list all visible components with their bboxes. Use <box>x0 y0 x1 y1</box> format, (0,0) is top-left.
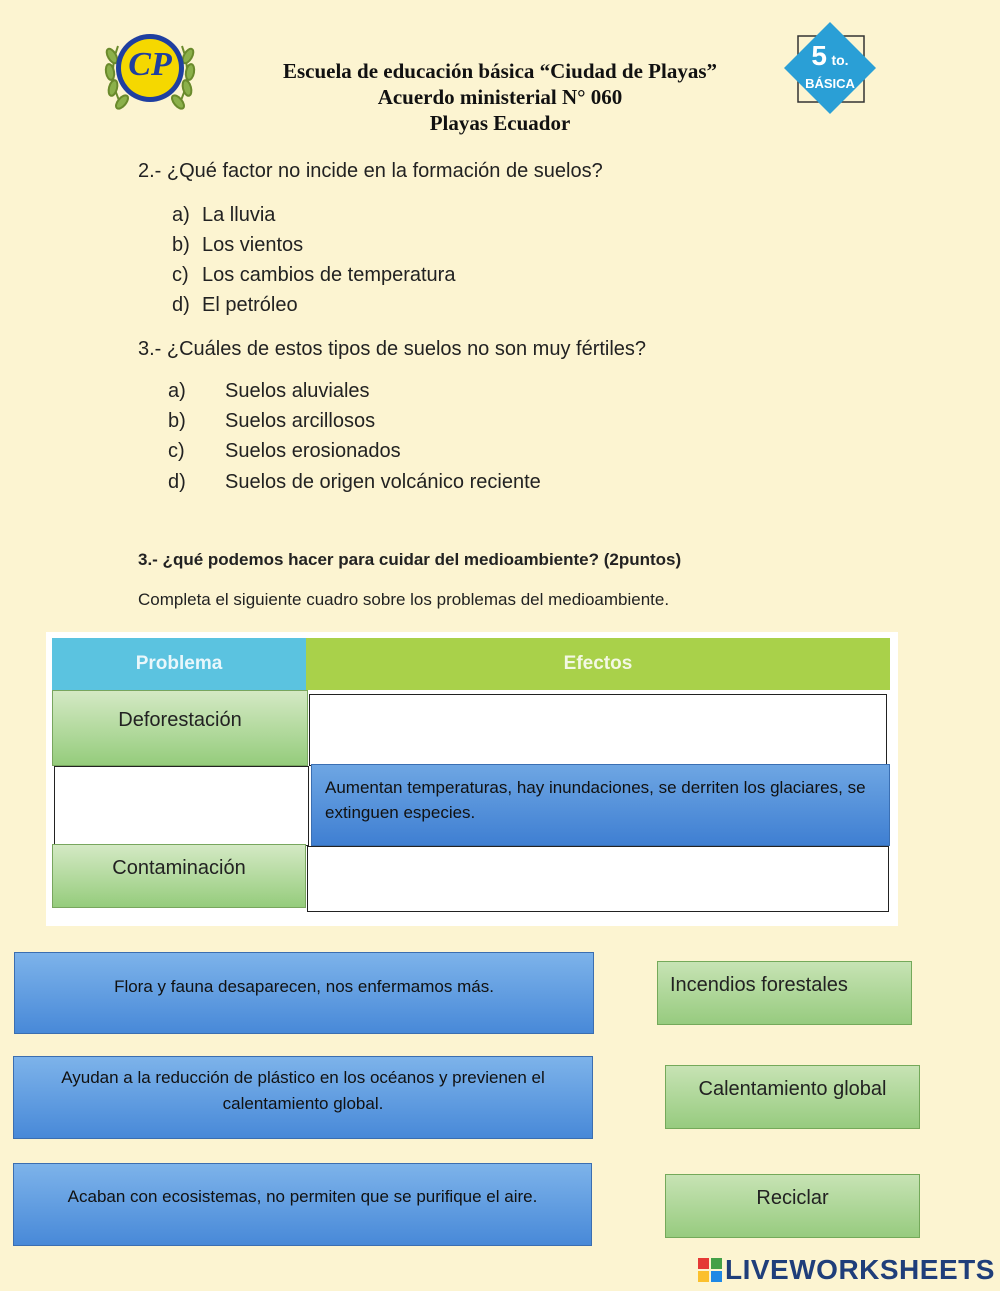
option-letter: c) <box>168 440 185 462</box>
option-text: Suelos aluviales <box>225 380 370 402</box>
question-2-option-b <box>172 234 303 257</box>
option-text: La lluvia <box>202 204 276 226</box>
question-3-option-b <box>168 410 375 433</box>
school-location: Playas Ecuador <box>429 111 571 135</box>
option-text: Suelos de origen volcánico reciente <box>225 471 541 493</box>
school-logo <box>102 28 198 116</box>
table-cell-deforestacion: Deforestación <box>52 690 308 766</box>
question-2-option-c <box>172 264 455 287</box>
option-letter: b) <box>172 234 190 256</box>
option-letter: a) <box>168 380 186 402</box>
option-text: El petróleo <box>202 294 298 316</box>
section-3-title: 3.- ¿qué podemos hacer para cuidar del medioambiente? (2puntos) <box>138 550 682 569</box>
option-letter: d) <box>172 294 190 316</box>
option-text: Suelos arcillosos <box>225 410 376 432</box>
school-header <box>200 58 800 136</box>
school-logo-text: CP <box>128 46 172 83</box>
table-cell-effect-row2: Aumentan temperaturas, hay inundaciones, se derriten los glaciares, se extinguen especies. <box>311 764 890 846</box>
section-3-instruction: Completa el siguiente cuadro sobre los problemas del medioambiente. <box>138 590 670 609</box>
grade-number: 5 <box>811 40 827 71</box>
table-cell-contaminacion: Contaminación <box>52 844 306 908</box>
drop-zone-effect-row3[interactable] <box>307 846 889 912</box>
option-text: Los vientos <box>202 234 304 256</box>
grade-badge <box>782 20 878 116</box>
question-3-option-d <box>168 471 541 494</box>
question-3-option-c <box>168 440 401 463</box>
grade-level: BÁSICA <box>805 76 855 91</box>
grade-suffix: to. <box>831 52 849 68</box>
question-2: 2.- ¿Qué factor no incide en la formación de suelos? <box>138 160 603 182</box>
problem-card-calentamiento[interactable]: Calentamiento global <box>665 1065 920 1129</box>
drop-zone-problem-row2[interactable] <box>54 766 309 846</box>
agreement-number: Acuerdo ministerial N° 060 <box>377 85 623 109</box>
effect-card-flora[interactable]: Flora y fauna desaparecen, nos enfermamos más. <box>14 952 594 1034</box>
question-2-option-d <box>172 294 298 317</box>
problem-card-incendios[interactable]: Incendios forestales <box>657 961 912 1025</box>
option-letter: b) <box>168 410 186 432</box>
option-text: Los cambios de temperatura <box>202 264 456 286</box>
table-header-effects: Efectos <box>306 638 890 690</box>
question-3: 3.- ¿Cuáles de estos tipos de suelos no son muy fértiles? <box>138 338 647 360</box>
table-header-problem: Problema <box>52 638 306 690</box>
option-letter: a) <box>172 204 190 226</box>
effect-card-ecosistemas[interactable]: Acaban con ecosistemas, no permiten que se purifique el aire. <box>13 1163 592 1246</box>
option-text: Suelos erosionados <box>225 440 401 462</box>
drop-zone-effect-row1[interactable] <box>309 694 887 766</box>
liveworksheets-logo[interactable] <box>697 1254 995 1286</box>
liveworksheets-icon <box>697 1257 723 1283</box>
question-3-option-a <box>168 380 370 403</box>
effect-card-plastico[interactable]: Ayudan a la reducción de plástico en los océanos y previenen el calentamiento global. <box>13 1056 593 1139</box>
option-letter: d) <box>168 471 186 493</box>
question-2-option-a <box>172 204 275 227</box>
option-letter: c) <box>172 264 189 286</box>
problem-card-reciclar[interactable]: Reciclar <box>665 1174 920 1238</box>
liveworksheets-text: LIVEWORKSHEETS <box>725 1254 995 1285</box>
school-name: Escuela de educación básica “Ciudad de Playas” <box>282 59 718 83</box>
